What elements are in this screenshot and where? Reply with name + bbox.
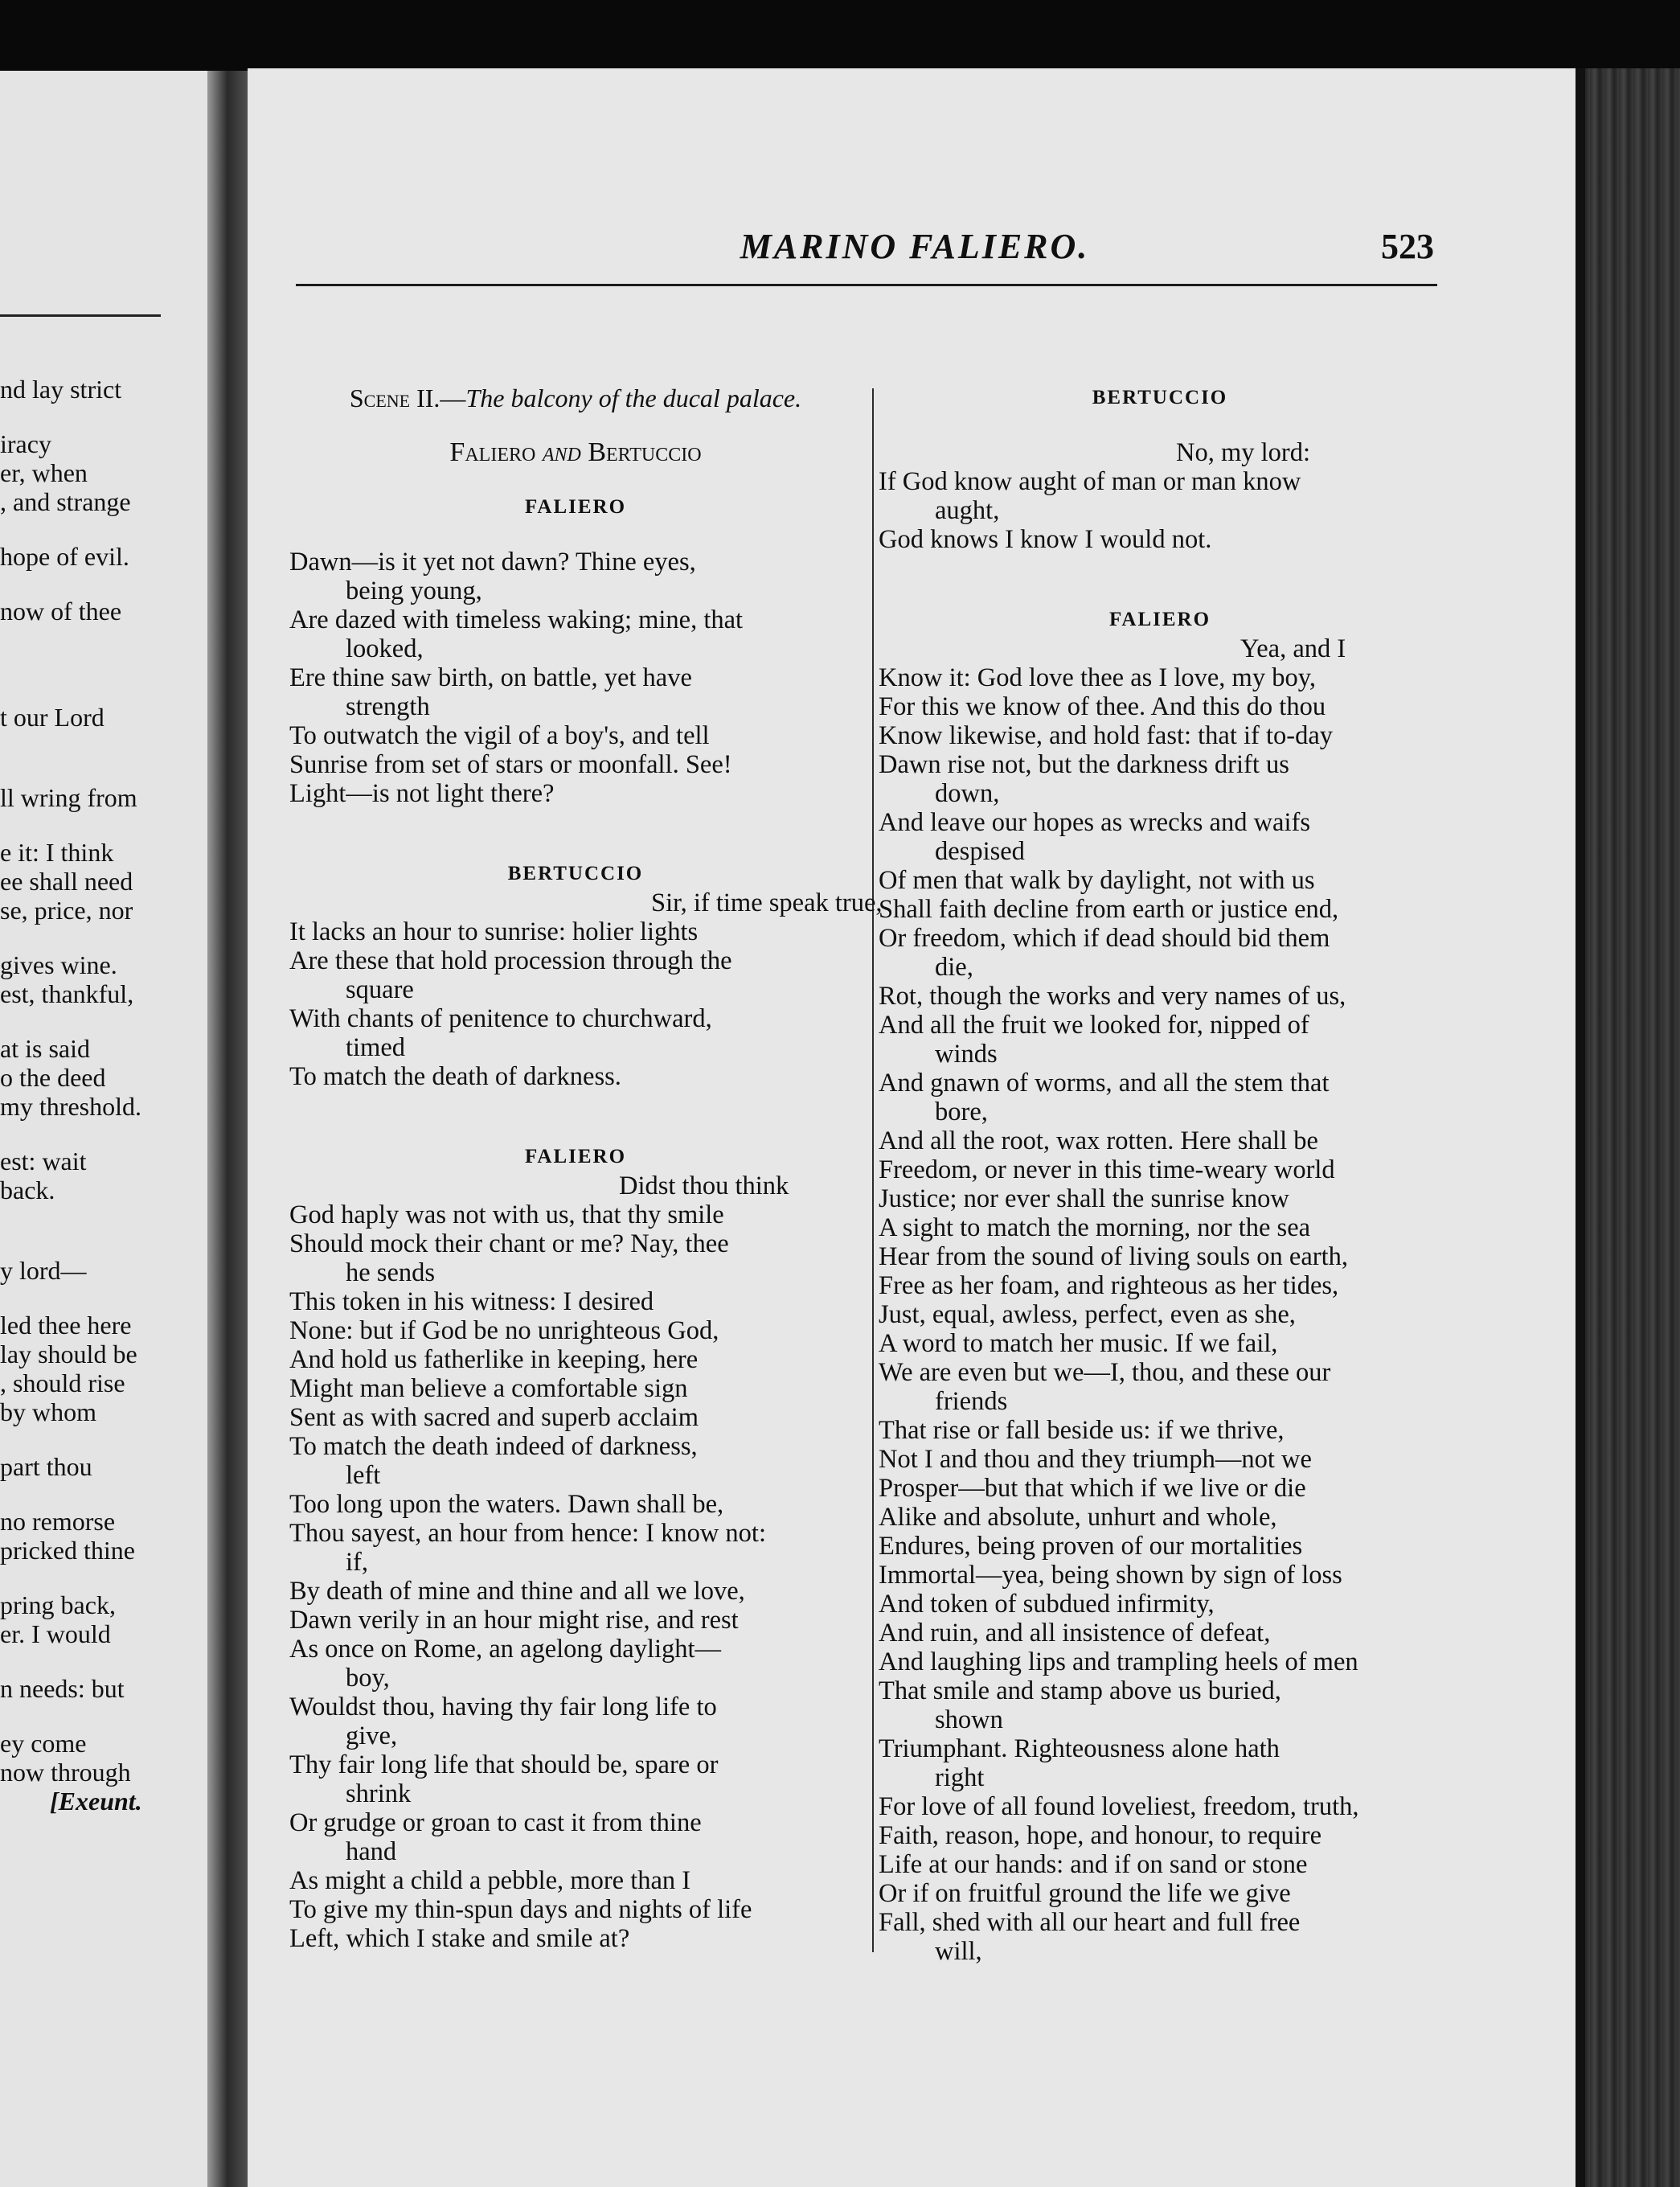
verse-line: Are these that hold procession through the <box>289 946 732 975</box>
page-edges <box>1576 68 1680 2187</box>
spacer <box>289 1091 862 1117</box>
verse-line: Light—is not light there? <box>289 779 555 808</box>
verse-line: We are even but we—I, thou, and these our <box>879 1358 1331 1387</box>
verse-line-turnover: strength <box>346 692 430 721</box>
verse-line-turnover: square <box>346 975 414 1004</box>
left-column <box>289 384 883 1953</box>
verse-line-continued: No, my lord: <box>1176 438 1311 467</box>
facing-page-line: , should rise <box>0 1368 125 1397</box>
verse-line-turnover: shrink <box>346 1779 412 1808</box>
verse-line: Know likewise, and hold fast: that if to-day <box>879 721 1334 750</box>
verse-line: Dawn—is it yet not dawn? Thine eyes, <box>289 548 696 576</box>
person-faliero: Faliero <box>449 437 536 467</box>
verse-line-turnover: hand <box>346 1837 397 1866</box>
verse-line: Rot, though the works and very names of us, <box>879 982 1346 1011</box>
facing-page-line: by whom <box>0 1397 96 1426</box>
verse-line: God haply was not with us, that thy smile <box>289 1200 724 1229</box>
facing-page-line: gives wine. <box>0 950 117 979</box>
verse-line-continued: Yea, and I <box>1240 634 1346 663</box>
verse-line-turnover: give, <box>346 1721 398 1750</box>
verse-line-turnover: despised <box>935 837 1025 866</box>
verse-line: Faith, reason, hope, and honour, to require <box>879 1821 1322 1850</box>
verse-line-turnover: he sends <box>346 1258 436 1287</box>
spacer <box>289 834 862 860</box>
verse-line-turnover: aught, <box>935 496 1000 525</box>
spacer <box>0 1481 207 1507</box>
verse-line: Too long upon the waters. Dawn shall be, <box>289 1490 724 1519</box>
verse-line: Endures, being proven of our mortalities <box>879 1532 1303 1561</box>
verse-line: Immortal—yea, being shown by sign of loss <box>879 1561 1342 1590</box>
person-bertuccio: Bertuccio <box>588 437 702 467</box>
facing-page-line: est, thankful, <box>0 979 134 1008</box>
verse-line: This token in his witness: I desired <box>289 1287 654 1316</box>
verse-line-turnover: right <box>935 1763 985 1792</box>
facing-page-line: er. I would <box>0 1619 111 1648</box>
spacer <box>0 1121 207 1147</box>
facing-page-line: iracy <box>0 429 51 458</box>
facing-page-line: at is said <box>0 1034 90 1063</box>
verse-line: That smile and stamp above us buried, <box>879 1676 1281 1705</box>
spacer <box>289 467 862 493</box>
verse-line-continued: Sir, if time speak true, <box>651 888 883 917</box>
spacer <box>0 732 207 757</box>
facing-page-rule <box>0 314 161 317</box>
verse-line: Thou sayest, an hour from hence: I know not: <box>289 1519 766 1548</box>
book-gutter <box>207 71 248 2187</box>
facing-page-line: pring back, <box>0 1590 116 1619</box>
spacer <box>0 626 207 651</box>
verse-line: Alike and absolute, unhurt and whole, <box>879 1503 1277 1532</box>
verse-line: Prosper—but that which if we live or die <box>879 1474 1306 1503</box>
verse-line-turnover: will, <box>935 1937 982 1966</box>
facing-page-line: n needs: but <box>0 1674 125 1703</box>
facing-page-line: ey come <box>0 1729 87 1758</box>
verse-line: Left, which I stake and smile at? <box>289 1924 630 1953</box>
verse-line: Are dazed with timeless waking; mine, that <box>289 605 744 634</box>
facing-page-line: led thee here <box>0 1311 132 1340</box>
facing-page-line: hope of evil. <box>0 542 129 571</box>
running-title: MARINO FALIERO. <box>740 227 1090 266</box>
facing-page-line: now through <box>0 1758 131 1787</box>
verse-line: And leave our hopes as wrecks and waifs <box>879 808 1310 837</box>
verse-line: Dawn rise not, but the darkness drift us <box>879 750 1289 779</box>
page-number: 523 <box>1381 227 1434 266</box>
facing-page <box>0 71 207 2187</box>
verse-line: And token of subdued infirmity, <box>879 1590 1215 1619</box>
spacer <box>0 1230 207 1256</box>
verse-line-turnover: down, <box>935 779 1000 808</box>
spacer <box>0 925 207 950</box>
spacer <box>0 571 207 597</box>
verse-line: Should mock their chant or me? Nay, thee <box>289 1229 729 1258</box>
running-head <box>248 226 1574 274</box>
verse-line-turnover: winds <box>935 1040 998 1069</box>
book-page <box>248 68 1576 2187</box>
speaker-name: FALIERO <box>1108 609 1211 630</box>
verse-line: And hold us fatherlike in keeping, here <box>289 1345 699 1374</box>
verse-line: Of men that walk by daylight, not with us <box>879 866 1315 895</box>
spacer <box>879 412 1441 438</box>
verse-line: Fall, shed with all our heart and full free <box>879 1908 1301 1937</box>
verse-line-turnover: friends <box>935 1387 1008 1416</box>
verse-line: Or freedom, which if dead should bid them <box>879 924 1330 953</box>
spacer <box>0 1008 207 1034</box>
verse-line: Free as her foam, and righteous as her tides, <box>879 1271 1339 1300</box>
stage-direction-line <box>0 1787 207 1816</box>
verse-line: As might a child a pebble, more than I <box>289 1866 691 1895</box>
stage-direction-exeunt: [Exeunt. <box>50 1787 142 1816</box>
speaker-name: FALIERO <box>524 1146 627 1167</box>
facing-page-line: lay should be <box>0 1340 137 1368</box>
facing-page-line: ee shall need <box>0 867 133 896</box>
column-divider <box>872 388 874 1952</box>
facing-page-line: back. <box>0 1176 55 1204</box>
header-rule <box>296 284 1437 286</box>
verse-line: For this we know of thee. And this do thou <box>879 692 1326 721</box>
page-edge-shadow <box>1576 68 1585 2187</box>
spacer <box>0 1204 207 1230</box>
verse-line: None: but if God be no unrighteous God, <box>289 1316 719 1345</box>
verse-line: Freedom, or never in this time-weary world <box>879 1155 1335 1184</box>
verse-line: And all the fruit we looked for, nipped of <box>879 1011 1309 1040</box>
verse-line-turnover: shown <box>935 1705 1003 1734</box>
spacer <box>0 1426 207 1452</box>
verse-line: And gnawn of worms, and all the stem that <box>879 1069 1330 1098</box>
spacer <box>289 1117 862 1143</box>
verse-line-turnover: bore, <box>935 1098 988 1126</box>
verse-line: Just, equal, awless, perfect, even as she, <box>879 1300 1296 1329</box>
verse-line-turnover: boy, <box>346 1664 390 1693</box>
speaker-name: FALIERO <box>524 496 627 518</box>
spacer <box>0 757 207 783</box>
facing-page-line: o the deed <box>0 1063 106 1092</box>
verse-line: And ruin, and all insistence of defeat, <box>879 1619 1271 1647</box>
verse-line-turnover: timed <box>346 1033 406 1062</box>
verse-line: A word to match her music. If we fail, <box>879 1329 1278 1358</box>
verse-line: Ere thine saw birth, on battle, yet have <box>289 663 692 692</box>
spacer <box>0 404 207 429</box>
verse-line-turnover: being young, <box>346 576 482 605</box>
verse-line: And all the root, wax rotten. Here shall be <box>879 1126 1318 1155</box>
verse-line: To give my thin-spun days and nights of life <box>289 1895 752 1924</box>
verse-line: Sent as with sacred and superb acclaim <box>289 1403 699 1432</box>
spacer <box>289 522 862 548</box>
facing-page-line: t our Lord <box>0 703 104 732</box>
scene-label: Scene II.— <box>349 384 466 412</box>
verse-line: To outwatch the vigil of a boy's, and tell <box>289 721 710 750</box>
verse-line: Shall faith decline from earth or justice end, <box>879 895 1339 924</box>
verse-line: Sunrise from set of stars or moonfall. See! <box>289 750 732 779</box>
facing-page-line: se, price, nor <box>0 896 133 925</box>
verse-line-turnover: left <box>346 1461 381 1490</box>
persons-and: and <box>542 437 581 467</box>
facing-page-line: now of thee <box>0 597 122 626</box>
verse-line: With chants of penitence to churchward, <box>289 1004 712 1033</box>
right-column <box>879 384 1441 1966</box>
spacer <box>0 1703 207 1729</box>
verse-line: Know it: God love thee as I love, my boy, <box>879 663 1316 692</box>
verse-line: Not I and thou and they triumph—not we <box>879 1445 1312 1474</box>
spacer <box>289 412 862 438</box>
verse-line: And laughing lips and trampling heels of men <box>879 1647 1358 1676</box>
facing-page-line: y lord— <box>0 1256 87 1285</box>
verse-line: A sight to match the morning, nor the sea <box>879 1213 1311 1242</box>
spacer <box>0 812 207 838</box>
verse-line-turnover: if, <box>346 1548 368 1577</box>
facing-page-line: er, when <box>0 458 88 487</box>
verse-line: Thy fair long life that should be, spare or <box>289 1750 719 1779</box>
verse-line: By death of mine and thine and all we love, <box>289 1577 745 1606</box>
speaker-name: BERTUCCIO <box>1092 387 1228 408</box>
facing-page-line: est: wait <box>0 1147 87 1176</box>
verse-line: If God know aught of man or man know <box>879 467 1301 496</box>
facing-page-line: no remorse <box>0 1507 116 1536</box>
spacer <box>879 580 1441 605</box>
verse-line: For love of all found loveliest, freedom, truth, <box>879 1792 1359 1821</box>
verse-line: It lacks an hour to sunrise: holier lights <box>289 917 699 946</box>
dramatis-personae <box>289 438 862 467</box>
spacer <box>0 1565 207 1590</box>
speaker-name: BERTUCCIO <box>507 863 644 884</box>
facing-page-line: my threshold. <box>0 1092 141 1121</box>
verse-line: Dawn verily in an hour might rise, and rest <box>289 1606 739 1635</box>
spacer <box>0 1285 207 1311</box>
verse-line: Life at our hands: and if on sand or stone <box>879 1850 1308 1879</box>
facing-page-line: pricked thine <box>0 1536 135 1565</box>
spacer <box>0 677 207 703</box>
verse-line: Or grudge or groan to cast it from thine <box>289 1808 702 1837</box>
spacer <box>0 1648 207 1674</box>
facing-page-line: e it: I think <box>0 838 114 867</box>
spacer <box>289 808 862 834</box>
facing-page-line: ll wring from <box>0 783 137 812</box>
facing-page-line: , and strange <box>0 487 131 516</box>
facing-page-line: nd lay strict <box>0 375 122 404</box>
scene-heading <box>289 384 862 412</box>
facing-page-text <box>0 375 207 1816</box>
verse-line: Might man believe a comfortable sign <box>289 1374 688 1403</box>
verse-line-turnover: die, <box>935 953 973 982</box>
verse-line: To match the death indeed of darkness, <box>289 1432 698 1461</box>
spacer <box>0 516 207 542</box>
verse-line-continued: Didst thou think <box>619 1171 789 1200</box>
spacer <box>879 554 1441 580</box>
verse-line: That rise or fall beside us: if we thrive, <box>879 1416 1285 1445</box>
verse-line: To match the death of darkness. <box>289 1062 621 1091</box>
verse-line: Triumphant. Righteousness alone hath <box>879 1734 1280 1763</box>
verse-line: Hear from the sound of living souls on earth, <box>879 1242 1348 1271</box>
facing-page-line: part thou <box>0 1452 92 1481</box>
verse-line: Justice; nor ever shall the sunrise know <box>879 1184 1289 1213</box>
verse-line: Or if on fruitful ground the life we give <box>879 1879 1291 1908</box>
verse-line: As once on Rome, an agelong daylight— <box>289 1635 722 1664</box>
verse-line-turnover: looked, <box>346 634 424 663</box>
spacer <box>0 651 207 677</box>
scene-description: The balcony of the ducal palace. <box>465 384 802 412</box>
verse-line: Wouldst thou, having thy fair long life to <box>289 1693 717 1721</box>
verse-line: God knows I know I would not. <box>879 525 1212 554</box>
